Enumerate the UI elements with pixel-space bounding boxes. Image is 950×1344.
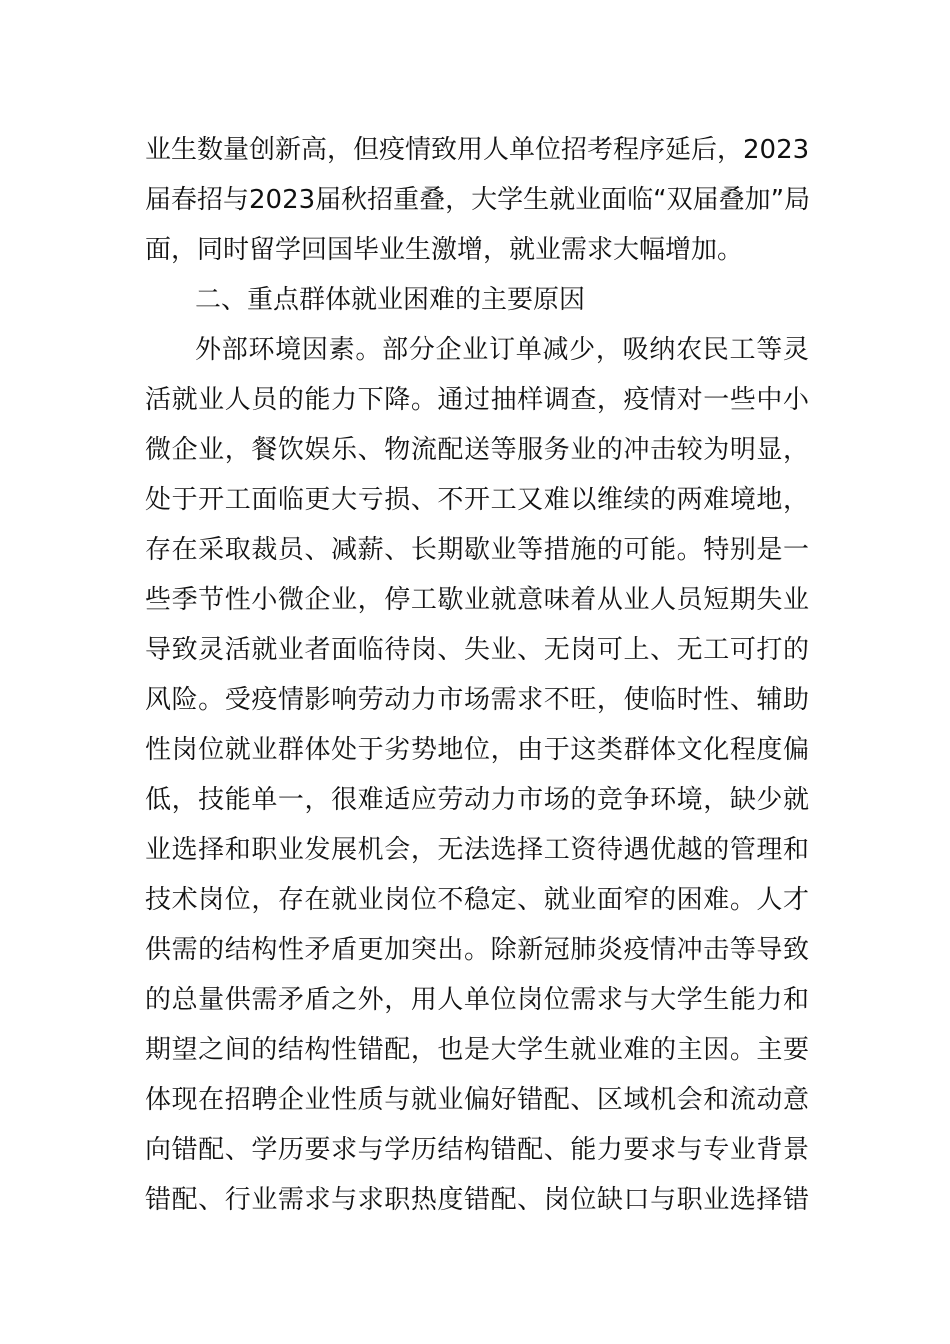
text-line: 性岗位就业群体处于劣势地位，由于这类群体文化程度偏: [145, 735, 809, 765]
text-line: 导致灵活就业者面临待岗、失业、无岗可上、无工可打的: [145, 635, 809, 665]
text-line: 存在采取裁员、减薪、长期歇业等措施的可能。特别是一: [145, 535, 809, 565]
text-line: 面，同时留学回国毕业生激增，就业需求大幅增加。: [145, 235, 744, 265]
text-line: 届春招与2023届秋招重叠，大学生就业面临“双届叠加”局: [145, 185, 811, 215]
text-line: 技术岗位，存在就业岗位不稳定、就业面窄的困难。人才: [145, 885, 809, 915]
text-line: 活就业人员的能力下降。通过抽样调查，疫情对一些中小: [145, 385, 809, 415]
text-line: 微企业，餐饮娱乐、物流配送等服务业的冲击较为明显，: [145, 435, 809, 465]
text-line: 体现在招聘企业性质与就业偏好错配、区域机会和流动意: [145, 1085, 809, 1115]
text-line: 业生数量创新高，但疫情致用人单位招考程序延后，2023: [145, 135, 810, 165]
text-line: 风险。受疫情影响劳动力市场需求不旺，使临时性、辅助: [145, 685, 809, 715]
text-line: 些季节性小微企业，停工歇业就意味着从业人员短期失业: [145, 585, 809, 615]
text-line: 处于开工面临更大亏损、不开工又难以维续的两难境地，: [145, 485, 809, 515]
text-line: 向错配、学历要求与学历结构错配、能力要求与专业背景: [145, 1135, 809, 1165]
text-line: 错配、行业需求与求职热度错配、岗位缺口与职业选择错: [145, 1185, 809, 1215]
text-line: 的总量供需矛盾之外，用人单位岗位需求与大学生能力和: [145, 985, 809, 1015]
text-line: 供需的结构性矛盾更加突出。除新冠肺炎疫情冲击等导致: [145, 935, 809, 965]
text-line: 期望之间的结构性错配，也是大学生就业难的主因。主要: [145, 1035, 809, 1065]
text-line: 低，技能单一，很难适应劳动力市场的竞争环境，缺少就: [145, 785, 809, 815]
section-heading: 二、重点群体就业困难的主要原因: [195, 285, 586, 315]
paragraph-first-line: 外部环境因素。部分企业订单减少，吸纳农民工等灵: [195, 335, 809, 365]
text-line: 业选择和职业发展机会，无法选择工资待遇优越的管理和: [145, 835, 809, 865]
